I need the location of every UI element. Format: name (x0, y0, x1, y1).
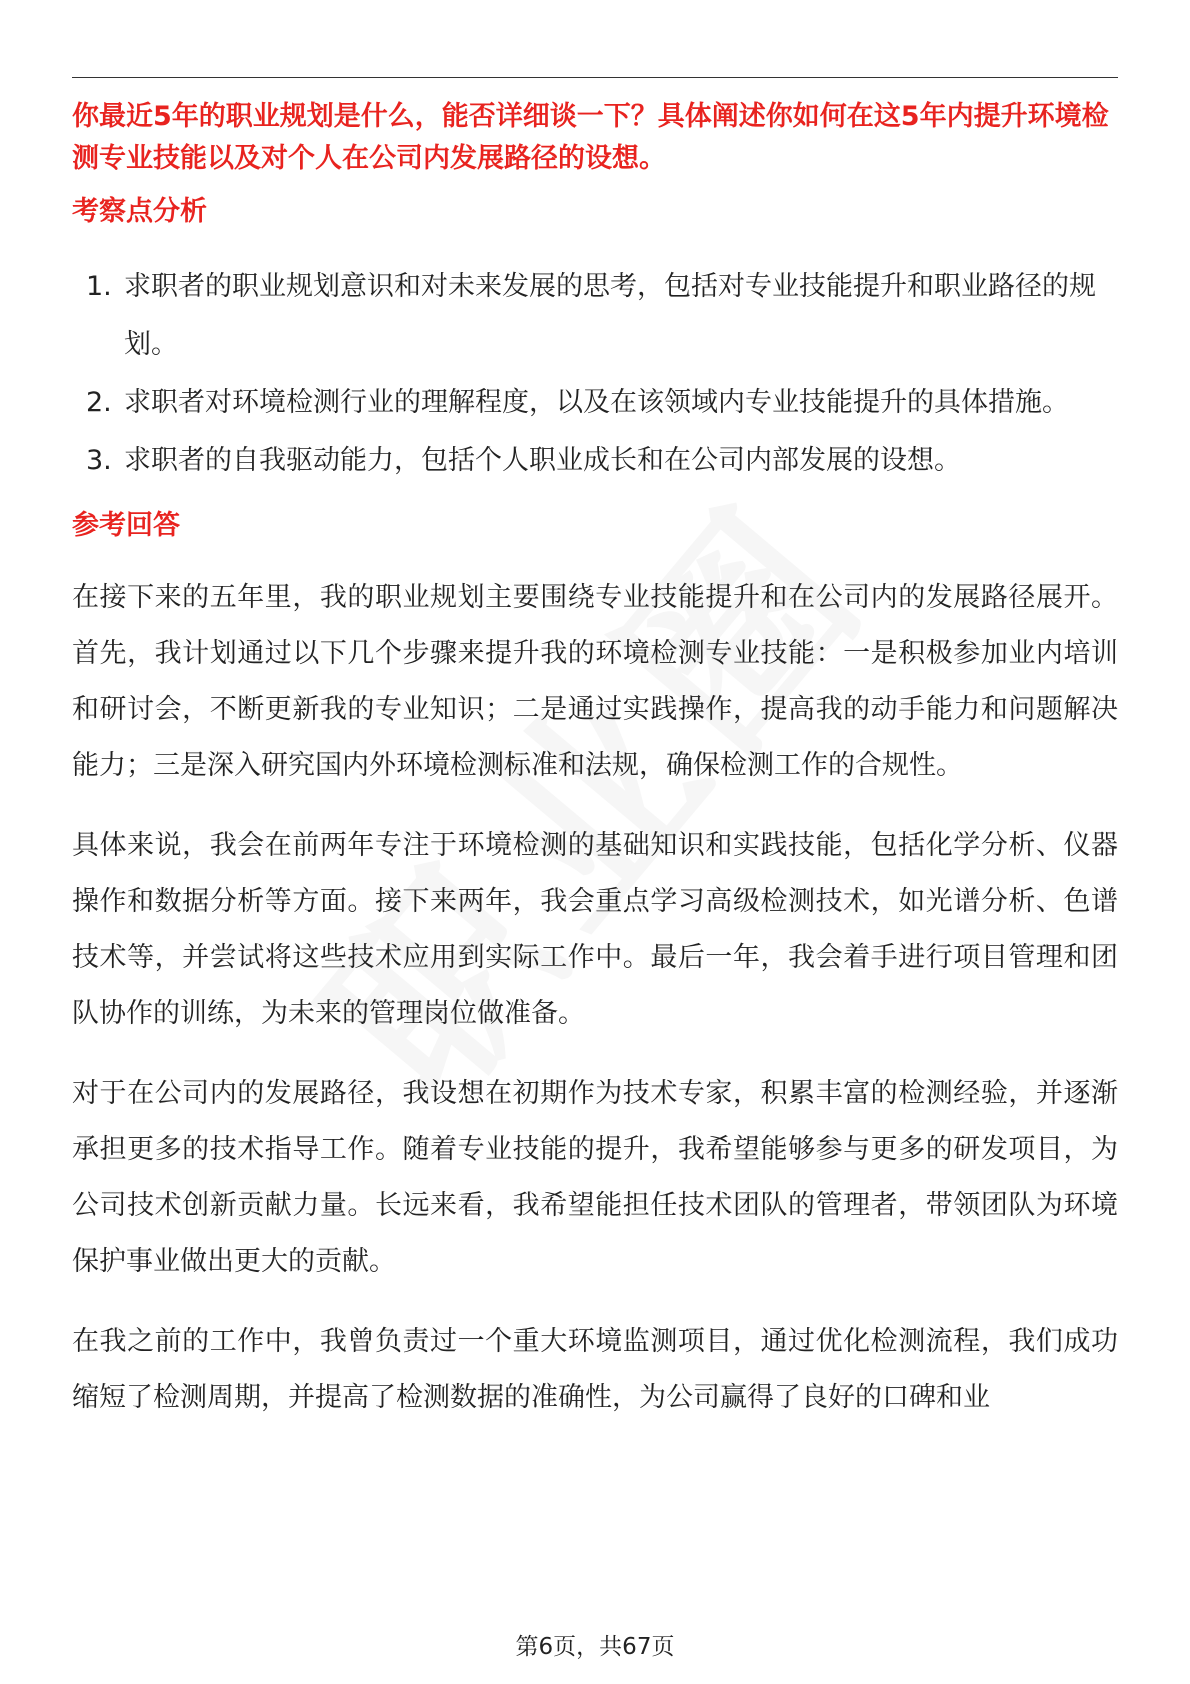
answer-paragraph: 在我之前的工作中，我曾负责过一个重大环境监测项目，通过优化检测流程，我们成功缩短了检测周期，并提高了检测数据的准确性，为公司赢得了良好的口碑和业 (72, 1326, 1118, 1413)
list-item-number: 3. (86, 445, 112, 476)
answer-paragraph: 具体来说，我会在前两年专注于环境检测的基础知识和实践技能，包括化学分析、仪器操作和数据分析等方面。接下来两年，我会重点学习高级检测技术，如光谱分析、色谱技术等，并尝试将这些技术应用到实际工作中。最后一年，我会着手进行项目管理和团队协作的训练，为未来的管理岗位做准备。 (72, 830, 1118, 1029)
list-item (72, 432, 1118, 490)
answer-paragraph: 对于在公司内的发展路径，我设想在初期作为技术专家，积累丰富的检测经验，并逐渐承担更多的技术指导工作。随着专业技能的提升，我希望能够参与更多的研发项目，为公司技术创新贡献力量。长远来看，我希望能担任技术团队的管理者，带领团队为环境保护事业做出更大的贡献。 (72, 1078, 1118, 1277)
list-item-text: 求职者对环境检测行业的理解程度，以及在该领域内专业技能提升的具体措施。 (124, 387, 1069, 418)
list-item-text: 求职者的职业规划意识和对未来发展的思考，包括对专业技能提升和职业路径的规划。 (124, 271, 1096, 360)
list-item (72, 258, 1118, 374)
question-title: 你最近5年的职业规划是什么，能否详细谈一下？具体阐述你如何在这5年内提升环境检测专业技能以及对个人在公司内发展路径的设想。 (72, 101, 1109, 174)
document-body (72, 84, 1118, 1426)
list-item-text: 求职者的自我驱动能力，包括个人职业成长和在公司内部发展的设想。 (124, 445, 961, 476)
list-item-number: 2. (86, 387, 112, 418)
analysis-list (72, 258, 1118, 490)
answer-heading: 参考回答 (72, 510, 180, 541)
list-item (72, 374, 1118, 432)
answer-paragraph: 在接下来的五年里，我的职业规划主要围绕专业技能提升和在公司内的发展路径展开。首先，我计划通过以下几个步骤来提升我的环境检测专业技能：一是积极参加业内培训和研讨会，不断更新我的专业知识；二是通过实践操作，提高我的动手能力和问题解决能力；三是深入研究国内外环境检测标准和法规，确保检测工作的合规性。 (72, 582, 1118, 781)
page-number: 第6页，共67页 (515, 1634, 675, 1660)
top-divider (72, 77, 1118, 78)
analysis-heading: 考察点分析 (72, 196, 207, 227)
list-item-number: 1. (86, 271, 112, 302)
